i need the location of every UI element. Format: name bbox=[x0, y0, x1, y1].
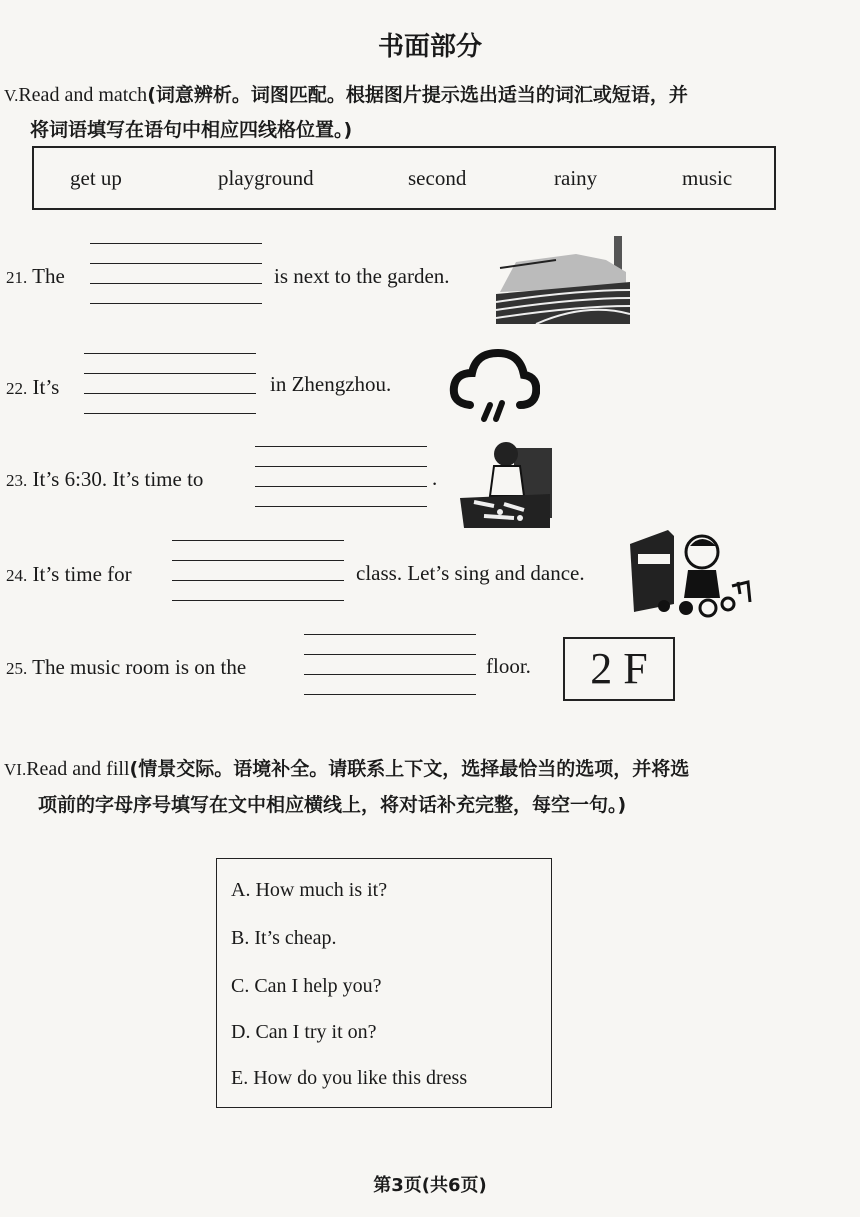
section5-heading-line2 bbox=[30, 113, 352, 147]
question-number: 21. bbox=[6, 268, 28, 287]
question-text-after: . bbox=[432, 466, 438, 490]
options-box bbox=[216, 858, 552, 1108]
question-text-before: It’s time for bbox=[32, 562, 132, 586]
question-25 bbox=[6, 655, 246, 680]
word-bank-item: rainy bbox=[554, 166, 598, 190]
question-text-before: The bbox=[32, 264, 65, 288]
question-number: 22. bbox=[6, 379, 28, 398]
answer-lines-21[interactable] bbox=[90, 243, 262, 305]
question-text-before: It’s bbox=[32, 375, 60, 399]
option-d bbox=[231, 1021, 377, 1044]
word-bank-item: get up bbox=[70, 166, 122, 190]
section6-heading-cn-1: (情景交际。语境补全。请联系上下文，选择最恰当的选项，并将选 bbox=[129, 758, 690, 780]
boy-getting-up-picture bbox=[454, 436, 556, 530]
question-text-after: class. Let’s sing and dance. bbox=[356, 561, 585, 585]
option-letter: A. bbox=[231, 879, 251, 901]
question-text-after: is next to the garden. bbox=[274, 264, 450, 288]
word-bank bbox=[32, 146, 776, 210]
section6-heading-line2 bbox=[38, 788, 626, 822]
question-text-after: floor. bbox=[486, 654, 531, 678]
option-text: Can I help you? bbox=[254, 975, 382, 997]
section5-numeral: V. bbox=[4, 86, 19, 105]
word-bank-item: music bbox=[682, 166, 733, 190]
floor-sign: 2 F bbox=[563, 637, 675, 701]
section6-heading-en: Read and fill bbox=[26, 758, 130, 780]
option-letter: D. bbox=[231, 1021, 251, 1043]
answer-lines-22[interactable] bbox=[84, 353, 256, 415]
question-22 bbox=[6, 375, 59, 400]
option-b bbox=[231, 927, 337, 950]
answer-lines-24[interactable] bbox=[172, 540, 344, 602]
option-e bbox=[231, 1067, 467, 1090]
playground-track-picture bbox=[496, 232, 630, 324]
answer-lines-23[interactable] bbox=[255, 446, 427, 508]
question-number: 24. bbox=[6, 566, 28, 585]
option-text: Can I try it on? bbox=[255, 1021, 377, 1043]
option-text: It’s cheap. bbox=[254, 927, 337, 949]
section5-heading bbox=[4, 78, 860, 113]
option-letter: C. bbox=[231, 975, 250, 997]
question-21 bbox=[6, 264, 65, 289]
rain-cloud-icon bbox=[448, 345, 540, 425]
question-23 bbox=[6, 467, 203, 492]
section6-heading-cn-2: 项前的字母序号填写在文中相应横线上，将对话补充完整，每空一句。) bbox=[38, 794, 627, 816]
page-title: 书面部分 bbox=[377, 32, 482, 62]
section5-heading-cn-1: (词意辨析。词图匹配。根据图片提示选出适当的词汇或短语，并 bbox=[147, 84, 688, 106]
section6-numeral: VI. bbox=[4, 760, 27, 779]
question-number: 23. bbox=[6, 471, 28, 490]
option-text: How do you like this dress bbox=[253, 1067, 468, 1089]
page-footer: 第3页(共6页) bbox=[373, 1175, 487, 1196]
question-text-before: It’s 6:30. It’s time to bbox=[32, 467, 204, 491]
piano-music-picture bbox=[624, 524, 756, 620]
question-number: 25. bbox=[6, 659, 28, 678]
section5-heading-en: Read and match bbox=[18, 84, 148, 106]
question-24 bbox=[6, 562, 132, 587]
section5-heading-cn-2: 将词语填写在语句中相应四线格位置。) bbox=[30, 119, 353, 141]
option-letter: E. bbox=[231, 1067, 249, 1089]
section6-heading bbox=[4, 752, 860, 787]
question-text-before: The music room is on the bbox=[32, 655, 247, 679]
option-c bbox=[231, 975, 382, 998]
word-bank-item: playground bbox=[218, 166, 314, 190]
option-letter: B. bbox=[231, 927, 250, 949]
answer-lines-25[interactable] bbox=[304, 634, 476, 696]
option-a bbox=[231, 879, 387, 902]
question-text-after: in Zhengzhou. bbox=[270, 372, 392, 396]
option-text: How much is it? bbox=[255, 879, 388, 901]
word-bank-item: second bbox=[408, 166, 467, 190]
